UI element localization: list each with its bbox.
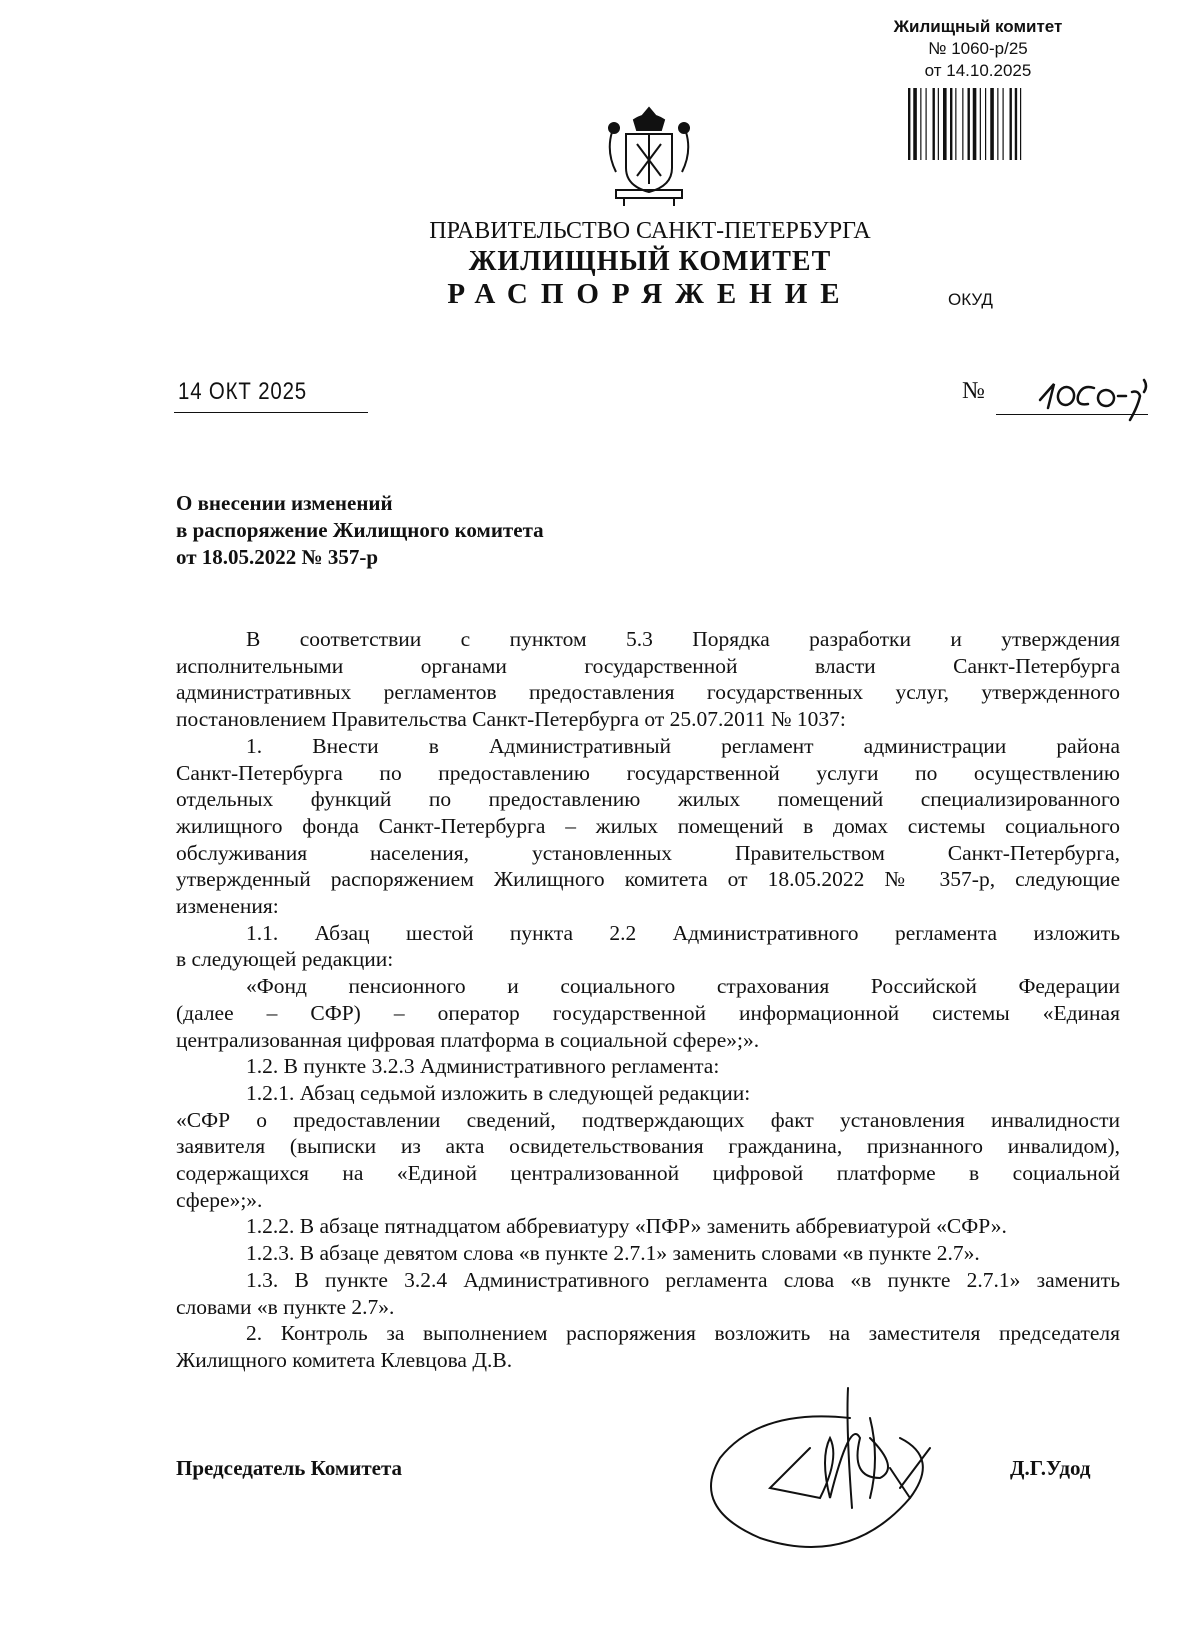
- body-line: (далее – СФР) – оператор государственной информационной системы «Единая: [176, 1000, 1120, 1025]
- barcode-bar: [933, 88, 935, 160]
- body-line: обслуживания населения, установленных Правительством Санкт-Петербурга,: [176, 840, 1120, 865]
- barcode-bar: [990, 88, 994, 160]
- body-line: «СФР о предоставлении сведений, подтверждающих факт установления инвалидности: [176, 1107, 1120, 1132]
- body-line: Жилищного комитета Клевцова Д.В.: [176, 1347, 513, 1372]
- body-line: 1.1. Абзац шестой пункта 2.2 Административного регламента изложить: [246, 920, 1120, 945]
- document-subject: [176, 490, 544, 571]
- barcode-bar: [955, 88, 956, 160]
- handwritten-number: [1036, 370, 1156, 422]
- barcode-bar: [973, 88, 977, 160]
- subject-line: в распоряжение Жилищного комитета: [176, 518, 544, 542]
- body-line: заявителя (выписки из акта освидетельствования гражданина, признанного инвалидом),: [176, 1134, 1120, 1159]
- barcode-bar: [1003, 88, 1004, 160]
- barcode-bar: [908, 88, 910, 160]
- body-line: изменения:: [176, 894, 279, 919]
- barcode-bar: [1015, 88, 1017, 160]
- document-body: [176, 626, 1120, 1374]
- barcode-bar: [920, 88, 921, 160]
- body-line: утвержденный распоряжением Жилищного комитета от 18.05.2022 № 357-р, следующие: [176, 867, 1120, 892]
- barcode-bar: [943, 88, 947, 160]
- signatory-name: Д.Г.Удод: [1010, 1456, 1091, 1480]
- body-line: 1.2. В пункте 3.2.3 Административного регламента:: [246, 1054, 720, 1079]
- barcode-bar: [997, 88, 998, 160]
- body-line: Санкт-Петербурга по предоставлению государственной услуги по осуществлению: [176, 760, 1120, 785]
- barcode-bar: [1020, 88, 1021, 160]
- stamp-reg-date: от 14.10.2025: [924, 61, 1032, 80]
- body-line: В соответствии с пунктом 5.3 Порядка разработки и утверждения: [246, 627, 1120, 651]
- barcode-bar: [926, 88, 927, 160]
- coat-of-arms-icon: [604, 104, 694, 208]
- barcode-bar: [913, 88, 917, 160]
- okud-label: ОКУД: [948, 290, 993, 309]
- body-line: 2. Контроль за выполнением распоряжения возложить на заместителя председателя: [246, 1321, 1120, 1346]
- number-label: №: [962, 378, 985, 404]
- body-line: 1.2.2. В абзаце пятнадцатом аббревиатуру «ПФР» заменить аббревиатурой «СФР».: [246, 1214, 1007, 1239]
- subject-line: О внесении изменений: [176, 491, 393, 515]
- body-line: жилищного фонда Санкт-Петербурга – жилых помещений в домах системы социального: [176, 813, 1120, 838]
- stamp-reg-number: № 1060-р/25: [928, 39, 1028, 58]
- body-line: 1.2.3. В абзаце девятом слова «в пункте 2.7.1» заменить словами «в пункте 2.7».: [246, 1241, 980, 1266]
- barcode-bar: [1010, 88, 1012, 160]
- handwritten-signature: [700, 1378, 960, 1558]
- body-line: содержащихся на «Единой централизованной цифровой платформе в социальной: [176, 1161, 1120, 1186]
- body-line: постановлением Правительства Санкт-Петербурга от 25.07.2011 № 1037:: [176, 707, 846, 732]
- body-line: административных регламентов предоставления государственных услуг, утвержденного: [176, 680, 1120, 705]
- committee-name: ЖИЛИЩНЫЙ КОМИТЕТ: [468, 246, 832, 277]
- document-type: РАСПОРЯЖЕНИЕ: [447, 278, 853, 310]
- subject-line: от 18.05.2022 № 357-р: [176, 545, 379, 569]
- signatory-title: Председатель Комитета: [176, 1456, 403, 1480]
- body-line: «Фонд пенсионного и социального страхования Российской Федерации: [246, 974, 1120, 999]
- barcode-bar: [968, 88, 970, 160]
- body-line: централизованная цифровая платформа в социальной сфере»;».: [176, 1027, 760, 1052]
- barcode-bar: [980, 88, 981, 160]
- barcode-bar: [985, 88, 986, 160]
- stamp-organization: Жилищный комитет: [893, 17, 1063, 36]
- body-line: 1. Внести в Административный регламент администрации района: [246, 733, 1120, 758]
- body-line: 1.3. В пункте 3.2.4 Административного регламента слова «в пункте 2.7.1» заменить: [246, 1267, 1120, 1292]
- barcode-bar: [962, 88, 963, 160]
- document-date: 14 ОКТ 2025: [178, 378, 307, 405]
- government-name: ПРАВИТЕЛЬСТВО САНКТ-ПЕТЕРБУРГА: [429, 218, 871, 244]
- body-line: исполнительными органами государственной власти Санкт-Петербурга: [176, 653, 1120, 678]
- barcode-bar: [938, 88, 939, 160]
- body-line: сфере»;».: [176, 1187, 263, 1212]
- body-line: в следующей редакции:: [176, 947, 394, 972]
- barcode: [908, 88, 1058, 160]
- body-line: 1.2.1. Абзац седьмой изложить в следующей редакции:: [246, 1080, 751, 1105]
- registration-stamp: [868, 16, 1088, 82]
- barcode-bar: [950, 88, 952, 160]
- body-line: отдельных функций по предоставлению жилых помещений специализированного: [176, 787, 1120, 812]
- body-line: словами «в пункте 2.7».: [176, 1294, 395, 1319]
